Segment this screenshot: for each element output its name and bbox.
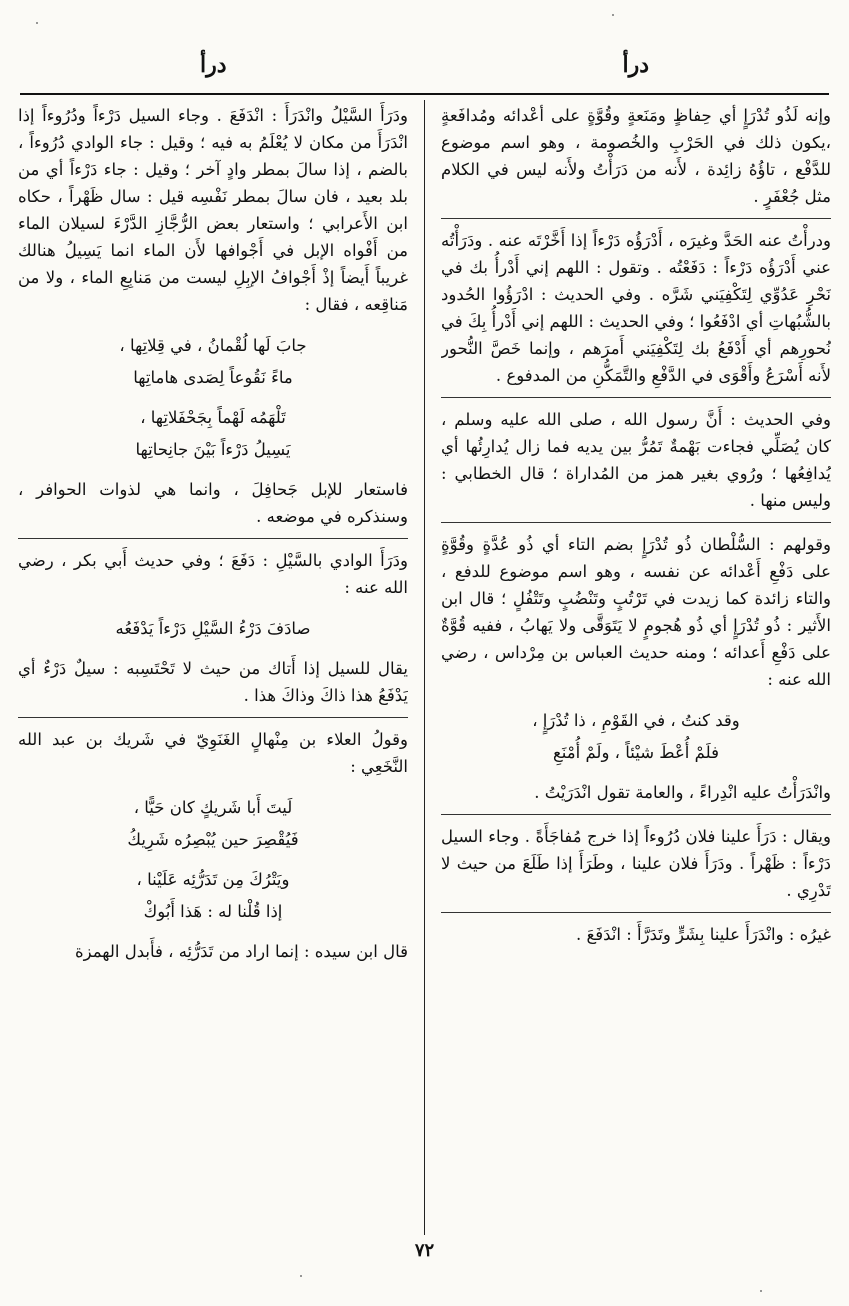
paragraph: وفي الحديث : أَنَّ رسول الله ، صلى الله عليه وسلم ، كان يُصَلِّي فجاءت بَهْمةٌ تَمُرُّ بين يديه فما زال يُدارِئُها أي يُدافِعُها ؛ ورُوي بغير همز من المُداراة ؛ قال الخطابي : وليس منها . xyxy=(441,406,831,523)
paragraph: وإنه لَذُو تُدْرَإٍ أي حِفاظٍ ومَنَعةٍ وقُوَّةٍ على أعْدائه ومُدافَعةٍ ،يكون ذلك في الحَرْبِ والخُصومة ، وهو اسم موضوع للدَّفْع ، تاؤُهُ زائِدة ، لأَنه من دَرَأْتُ ولأَنه ليس في الكلام مثل جُعْفَرٍ . xyxy=(441,102,831,219)
page-number: ٧٢ xyxy=(414,1240,435,1261)
paragraph: وانْدَرَأْتُ عليه انْدِراءً ، والعامة تقول انْدَرَيْتُ . xyxy=(441,779,831,815)
verse xyxy=(441,705,831,769)
paragraph: قال ابن سيده : إنما اراد من تَدَرُّئِه ، فأَبدل الهمزة xyxy=(74,942,408,961)
verse-line: إذا قُلْنا له : هَذا أَبُوكْ xyxy=(143,902,283,921)
paragraph: يقال للسيل إذا أَتاك من حيث لا تَحْتَسِبه : سيلٌ دَرْءٌ أي يَدْفَعُ هذا ذاكَ وذاكَ هذا . xyxy=(18,655,408,718)
paragraph: ودَرَأَ الوادي بالسَّيْلِ : دَفَعَ ؛ وفي حديث أَبي بكر ، رضي الله عنه : xyxy=(18,551,408,597)
headword-right: درأ xyxy=(622,52,649,78)
verse-line: تَلْهَمُه لَهْماً بِجَحْفَلاتِها ، xyxy=(140,408,286,427)
paragraph: ودرأْتُ عنه الحَدَّ وغيرَه ، أَدْرَؤُه دَرْءاً إذا أَخَّرْتَه عنه . ودَرَأْتُه عني أَدْرَؤُه دَرْءاً : دَفَعْتُه . وتقول : اللهم إني أَدْرأُ بك في نَحْرِ عَدُوِّي لِتَكْفِيَني شَرَّه . وفي الحديث : ادْرَؤُوا الحُدود بالشُّبُهاتِ أي ادْفَعُوا ؛ وفي الحديث : اللهم إني أَدْرأُ بِكَ في نُحورِهم أي أَدْفَعُ بك لِتَكْفِيَني أَمرَهم ، وإنما خَصَّ النُّحور لأَنه أَسْرَعُ وأَقْوَى في الدَّفْعِ والتَّمَكُّنِ من المدفوع . xyxy=(441,227,831,398)
header-rule xyxy=(20,93,829,95)
verse-line: فَيُقْصِرَ حين يُبْصِرُه شَرِيكُ xyxy=(127,830,299,849)
verse xyxy=(18,613,408,645)
verse xyxy=(18,330,408,466)
scan-speck xyxy=(760,1290,762,1292)
verse-line: فلَمْ أُعْطَ شيْئاً ، ولَمْ أُمْنَعِ xyxy=(553,743,719,762)
verse-line: ماءً نَقُوعاً لِصَدى هاماتِها xyxy=(133,368,293,387)
paragraph: ودَرَأَ السَّيْلُ وانْدَرَأَ : انْدَفَعَ . وجاء السيل دَرْءاً ودُرُوءاً إذا انْدَرَأَ من مكان لا يُعْلَمُ به فيه ؛ وقيل : جاء الوادي دُرُوءاً ، بالضم ، إذا سالَ بمطر وادٍ آخر ؛ وقيل : جاء دَرْءاً أي من بلد بعيد ، فان سالَ بمطر نَفْسِه قيل : سال ظَهْراً ، حكاه ابن الأَعرابي ؛ واستعار بعض الرُّجَّازِ الدَّرْءَ لسيلان الماء من أَفْواه الإبل في أَجْوافها لأَن الماء انما يَسِيلُ هنالك غريباً أَيضاً إذْ أَجْوافُ الإبِلِ ليست من مَنابِعِ الماء ، ولا من مَناقِعه ، فقال : xyxy=(18,106,408,314)
verse-line: لَيتَ أَبا شَريكٍ كان حَيًّا ، xyxy=(133,798,293,817)
page-header xyxy=(0,40,849,90)
headword-left: درأ xyxy=(200,52,227,78)
paragraph: ويقال : دَرَأَ علينا فلان دُرُوءاً إذا خرج مُفاجَأَةً . وجاء السيل دَرْءاً : ظَهْراً . ودَرَأَ فلان علينا ، وطَرَأَ إذا طَلَعَ من حيث لا تَدْرِي . xyxy=(441,823,831,913)
paragraph: وقولُ العلاء بن مِنْهالٍ الغَنَوِيّ في شَريك بن عبد الله النَّخَعِي : xyxy=(18,730,408,776)
paragraph: غيرُه : وانْدَرَأَ علينا بِشَرٍّ وتَدَرَّأَ : انْدَفَعَ . xyxy=(575,925,831,944)
verse-line: ويَتْرُكَ مِن تَدَرُّئِه عَلَيْنا ، xyxy=(136,870,290,889)
right-column xyxy=(441,102,831,1227)
verse xyxy=(18,792,408,928)
scan-speck xyxy=(36,22,38,24)
scan-speck xyxy=(612,14,614,16)
verse-line: صادَفَ دَرْءُ السَّيْلِ دَرْءاً يَدْفَعُه xyxy=(115,619,311,638)
verse-line: جابَ لَها لُقْمانُ ، في قِلاتِها ، xyxy=(119,336,307,355)
scan-speck xyxy=(300,1275,302,1277)
left-column xyxy=(18,102,408,1227)
verse-line: يَسِيلُ دَرْءاً بَيْنَ جانِحاتِها xyxy=(135,440,291,459)
paragraph: فاستعار للإبل جَحافِلَ ، وانما هي لذوات الحوافر ، وسنذكره في موضعه . xyxy=(18,476,408,539)
verse-line: وقد كنتُ ، في القَوْمِ ، ذا تُدْرَإٍ ، xyxy=(532,711,740,730)
paragraph: وقولهم : السُّلْطان ذُو تُدْرَإٍ بضم التاء أي ذُو عُدَّةٍ وقُوَّةٍ على دَفْعِ أَعْدائه عن نفسه ، وهو اسم موضوع للدفع ، والتاء زائدة كما زيدت في تَرْتُبٍ وتَنْضُبٍ وتَتْفُلٍ ؛ قال ابن الأَثير : ذُو تُدْرَإٍ أي ذُو هُجومٍ لا يَتَوَقَّى ولا يَهابُ ، ففيه قُوَّةٌ على دَفْعِ أَعدائه ؛ ومنه حديث العباس بن مِرْداس ، رضي الله عنه : xyxy=(441,535,831,689)
column-divider xyxy=(424,100,425,1235)
